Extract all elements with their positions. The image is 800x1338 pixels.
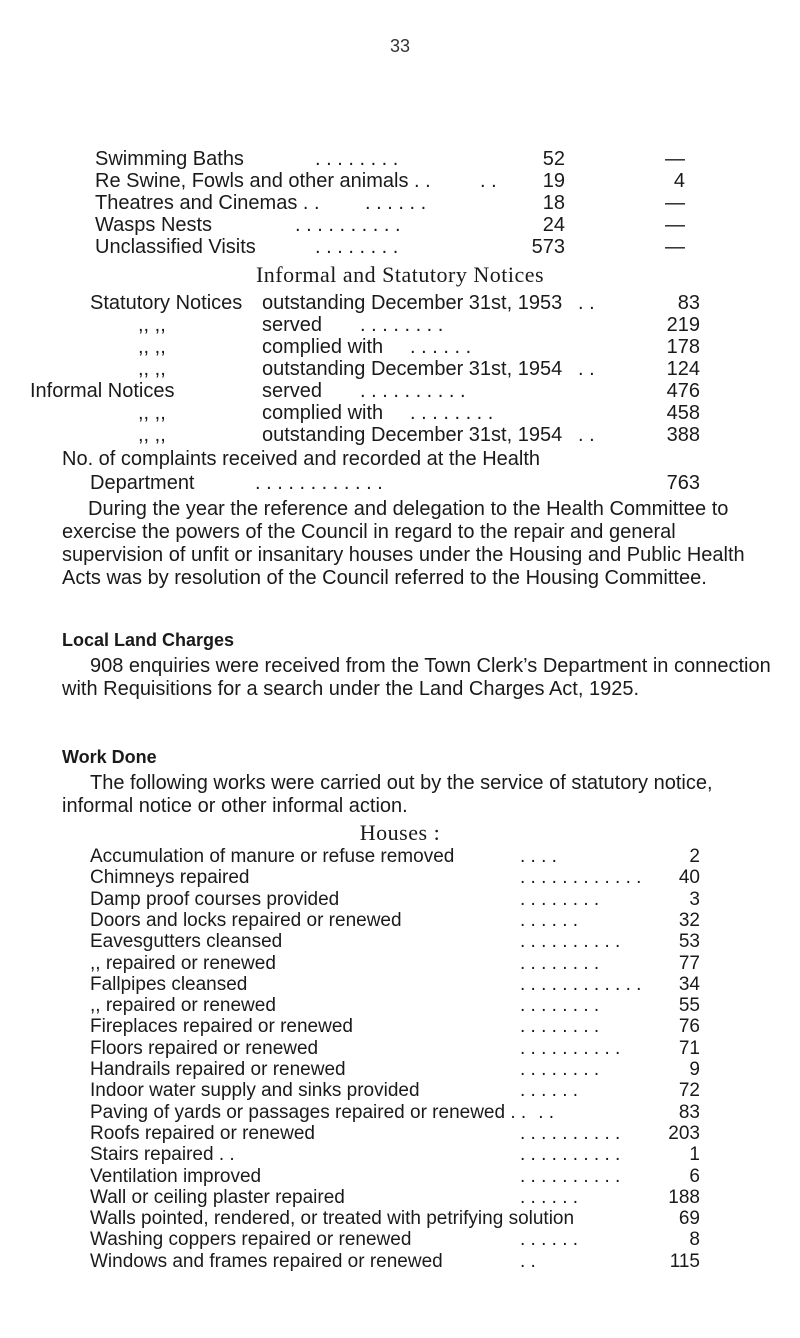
- work-item-value: 115: [669, 1250, 700, 1272]
- work-item-value: 77: [678, 952, 700, 974]
- leader-dots: . . . . . . . .: [410, 402, 494, 424]
- visit-count: 18: [542, 192, 565, 214]
- leader-dots: . . . . . . . .: [520, 1059, 600, 1080]
- notice-text: complied with: [262, 336, 384, 358]
- complaints-value: 763: [666, 472, 700, 494]
- work-item-label: Chimneys repaired: [90, 867, 250, 889]
- work-item-label: Roofs repaired or renewed: [90, 1122, 315, 1144]
- leader-dots: . . . . . . . . . .: [295, 214, 401, 236]
- visit-label: Theatres and Cinemas . .: [95, 192, 320, 214]
- notice-value: 458: [666, 402, 700, 424]
- work-item-value: 203: [668, 1122, 700, 1144]
- page-number: 33: [389, 36, 411, 56]
- land-charges-text: 908 enquiries were received from the Town Clerk’s Department in connection with Requisitions for a search under the Land Charges Act, 1925.: [62, 655, 771, 700]
- leader-dots: . . . . . .: [520, 909, 579, 931]
- leader-dots: . .: [480, 170, 497, 192]
- visit-notices: 4: [673, 170, 685, 192]
- leader-dots: . . . . . . . .: [360, 314, 444, 336]
- visit-label: Unclassified Visits: [95, 236, 256, 258]
- visit-count: 24: [542, 214, 565, 236]
- notice-value: 83: [677, 292, 700, 314]
- notice-text: served: [262, 314, 323, 336]
- notices-heading: Informal and Statutory Notices: [255, 262, 545, 287]
- work-item-label: Walls pointed, rendered, or treated with petrifying solution: [90, 1208, 575, 1230]
- visit-label: Swimming Baths: [95, 148, 244, 170]
- work-item-value: 188: [668, 1186, 700, 1208]
- visit-notices: —: [665, 214, 685, 236]
- work-item-label: Accumulation of manure or refuse removed: [90, 846, 455, 867]
- work-item-label: Floors repaired or renewed: [90, 1037, 319, 1059]
- notice-value: 124: [666, 358, 700, 380]
- visit-count: 19: [542, 170, 565, 192]
- leader-dots: . . . . . . . . . .: [520, 1037, 621, 1059]
- notice-value: 476: [666, 380, 700, 402]
- visit-notices: —: [665, 192, 685, 214]
- notice-text: outstanding December 31st, 1954: [262, 358, 563, 380]
- work-item-value: 32: [678, 909, 700, 931]
- delegation-paragraph: During the year the reference and delegation to the Health Committee to exercise the powers of the Council in regard to the repair and general supervision of unfit or insanitary houses under the Housing and Public Health Acts was by resolution of the Council referred to the Housing Committee.: [62, 498, 745, 589]
- work-item-label: Wall or ceiling plaster repaired: [90, 1186, 345, 1208]
- work-item-label: Indoor water supply and sinks provided: [90, 1080, 420, 1102]
- leader-dots: . . . . . . . . . .: [520, 1165, 621, 1187]
- work-item-value: 3: [689, 888, 700, 910]
- leader-dots: . .: [578, 358, 595, 380]
- notice-text: complied with: [262, 402, 384, 424]
- leader-dots: . .: [578, 424, 595, 446]
- leader-dots: . . . . . . . .: [520, 1016, 600, 1038]
- leader-dots: . . . . . . . . . . . .: [255, 472, 383, 494]
- complaints-label: Department: [90, 472, 195, 494]
- leader-dots: . . . . . . . . . .: [520, 1122, 621, 1144]
- work-done-text: The following works were carried out by the service of statutory notice, informal notice or other informal action.: [62, 772, 713, 817]
- work-item-value: 83: [678, 1101, 700, 1123]
- work-item-label: Handrails repaired or renewed: [90, 1059, 346, 1080]
- work-item-value: 76: [678, 1016, 700, 1038]
- work-item-label: Fallpipes cleansed: [90, 973, 248, 995]
- notice-prefix: ,, ,,: [138, 336, 166, 358]
- visit-notices: —: [665, 148, 685, 170]
- work-item-value: 2: [689, 846, 700, 867]
- work-item-label: Eavesgutters cleansed: [90, 931, 283, 953]
- work-item-value: 71: [678, 1037, 700, 1059]
- notice-prefix: ,, ,,: [138, 424, 166, 446]
- leader-dots: . . . . . .: [520, 1186, 579, 1208]
- leader-dots: . . . . . . . . . .: [520, 931, 621, 953]
- work-done-title: Work Done: [62, 747, 157, 767]
- leader-dots: . . . . . . . . . .: [360, 380, 466, 402]
- work-item-label: Stairs repaired . .: [90, 1144, 235, 1166]
- leader-dots: . . . . . . . .: [315, 148, 399, 170]
- work-item-value: 53: [678, 931, 700, 953]
- houses-heading: Houses :: [359, 820, 441, 845]
- visit-label: Wasps Nests: [95, 214, 213, 236]
- leader-dots: . .: [538, 1101, 555, 1123]
- leader-dots: . . . . . .: [410, 336, 472, 358]
- leader-dots: . . . . . .: [520, 1229, 579, 1251]
- leader-dots: . .: [578, 292, 595, 314]
- work-item-value: 1: [689, 1144, 700, 1166]
- leader-dots: . . . . . . . . . . . .: [520, 867, 642, 889]
- notice-value: 219: [666, 314, 700, 336]
- work-item-value: 34: [678, 973, 700, 995]
- work-item-label: Windows and frames repaired or renewed: [90, 1250, 443, 1272]
- work-item-value: 55: [678, 995, 700, 1017]
- work-item-label: Fireplaces repaired or renewed: [90, 1016, 353, 1038]
- notice-prefix: ,, ,,: [138, 314, 166, 336]
- leader-dots: . . . . . .: [520, 1080, 579, 1102]
- leader-dots: . . . . . . . .: [520, 952, 600, 974]
- notice-prefix: ,, ,,: [138, 358, 166, 380]
- work-item-value: 6: [689, 1165, 700, 1187]
- work-item-value: 8: [689, 1229, 700, 1251]
- leader-dots: . .: [520, 1250, 536, 1272]
- notice-prefix: ,, ,,: [138, 402, 166, 424]
- work-item-label: Ventilation improved: [90, 1165, 262, 1187]
- notice-text: outstanding December 31st, 1953: [262, 292, 563, 314]
- leader-dots: . . . . . . . .: [315, 236, 399, 258]
- work-item-label: Paving of yards or passages repaired or renewed . .: [90, 1101, 527, 1123]
- complaints-line-1: No. of complaints received and recorded at the Health: [62, 448, 541, 470]
- work-item-label: Washing coppers repaired or renewed: [90, 1229, 412, 1251]
- work-item-value: 40: [678, 867, 700, 889]
- visit-notices: —: [665, 236, 685, 258]
- leader-dots: . . . . . . . . . .: [520, 1144, 621, 1166]
- work-item-label: ,, repaired or renewed: [90, 995, 276, 1017]
- land-charges-title: Local Land Charges: [62, 630, 235, 650]
- work-item-label: ,, repaired or renewed: [90, 952, 276, 974]
- leader-dots: . . . .: [520, 846, 557, 867]
- leader-dots: . . . . . . . .: [520, 995, 600, 1017]
- notice-value: 388: [666, 424, 700, 446]
- leader-dots: . . . . . .: [365, 192, 427, 214]
- notice-text: served: [262, 380, 323, 402]
- visit-label: Re Swine, Fowls and other animals . .: [95, 170, 431, 192]
- work-item-value: 9: [689, 1059, 700, 1080]
- work-item-label: Damp proof courses provided: [90, 888, 340, 910]
- notice-text: outstanding December 31st, 1954: [262, 424, 563, 446]
- work-item-value: 69: [678, 1208, 700, 1230]
- leader-dots: . . . . . . . .: [520, 888, 600, 910]
- work-item-label: Doors and locks repaired or renewed: [90, 909, 402, 931]
- leader-dots: . . . . . . . . . . . .: [520, 973, 642, 995]
- visit-count: 573: [531, 236, 565, 258]
- work-item-value: 72: [678, 1080, 700, 1102]
- notice-value: 178: [666, 336, 700, 358]
- notice-prefix: Informal Notices: [30, 380, 175, 402]
- visit-count: 52: [542, 148, 565, 170]
- notice-prefix: Statutory Notices: [90, 292, 243, 314]
